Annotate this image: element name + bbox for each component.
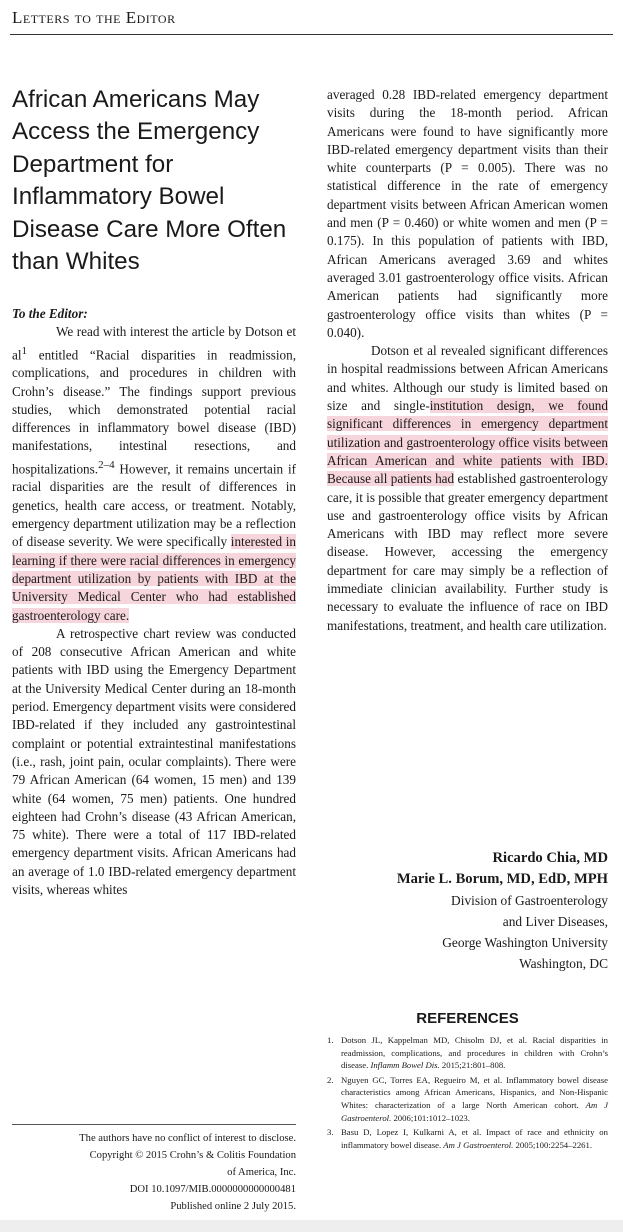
- body-paragraph: [327, 342, 608, 635]
- title-line: African Americans May: [12, 86, 260, 113]
- reference-item: [327, 1034, 608, 1072]
- title-line: Disease Care More Often: [12, 215, 287, 243]
- reference-journal: Am J Gastroenterol.: [443, 1139, 514, 1150]
- reference-journal: Inflamm Bowel Dis.: [370, 1060, 440, 1071]
- reference-number: 3.: [327, 1127, 334, 1138]
- reference-journal: Am J Gastroenterol.: [341, 1099, 609, 1123]
- doi-line: DOI 10.1097/MIB.0000000000000481: [129, 1184, 296, 1195]
- header-divider: [10, 34, 613, 35]
- reference-text: [341, 1126, 608, 1151]
- copyright-line: Copyright © 2015 Crohn’s & Colitis Foundation: [89, 1150, 296, 1161]
- reference-body: Dotson JL, Kappelman MD, Chisolm DJ, et al. Racial disparities in readmission, complications, and procedures in children with Crohn’s disease.: [341, 1035, 608, 1071]
- title-line: Access the Emergency: [12, 118, 260, 146]
- highlighted-text: institution design, we found significant differences in emergency department utilization and gastroenterology office visits between African American and white patients with IBD. Because all patients had: [327, 398, 608, 487]
- reference-number: 2.: [327, 1074, 334, 1085]
- references-title: REFERENCES: [416, 1010, 519, 1027]
- right-column: [327, 86, 608, 635]
- highlighted-text: interested in learning if there were racial differences in emergency department utilization by patients with IBD at the University Medical Center who had established gastroenterology care.: [12, 534, 296, 623]
- paragraph-text: We read with interest the article by Dotson et al: [12, 324, 296, 362]
- author-block: [327, 848, 608, 974]
- published-date: Published online 2 July 2015.: [170, 1201, 296, 1212]
- reference-item: [327, 1074, 608, 1124]
- copyright-line: of America, Inc.: [227, 1167, 296, 1178]
- body-paragraph: [12, 323, 296, 625]
- body-paragraph: averaged 0.28 IBD-related emergency department visits during the 18-month period. African Americans were found to have significantly more IBD-related emergency department visits than their white counterparts (P = 0.005). There was no statistical difference in the rate of emergency department visits between African American women and men (P = 0.460) or white women and men (P = 0.175). In this population of patients with IBD, African Americans averaged 3.69 and whites averaged 3.01 gastroenterology office visits. African American patients had significantly more gastroenterology office visits than whites (P = 0.040).: [327, 87, 608, 340]
- reference-tail: 2015;21:801–808.: [439, 1060, 506, 1071]
- affiliation-line: and Liver Diseases,: [502, 914, 608, 929]
- reference-body: Basu D, Lopez I, Kulkarni A, et al. Impact of race and ethnicity on inflammatory bowel disease.: [341, 1127, 608, 1150]
- reference-number: 1.: [327, 1035, 334, 1045]
- section-header: Letters to the Editor: [12, 8, 176, 27]
- left-column: [12, 305, 296, 899]
- salutation: To the Editor:: [12, 306, 88, 321]
- title-line: Department for: [12, 150, 174, 178]
- reference-tail: 2005;100:2254–2261.: [513, 1139, 593, 1150]
- paragraph-text: established gastroenterology care, it is possible that greater emergency department use and gastroenterology office visits by African Americans with IBD may reflect more severe disease. However, accessing the emergency department for care may simply be a reflection of immediate clinician availability. Further study is necessary to evaluate the influence of race on IBD manifestations, treatment, and health care utilization.: [327, 471, 608, 633]
- paragraph-text: entitled “Racial disparities in readmission, complications, and procedures in children with Crohn’s disease.” The findings support previous studies, which demonstrated potential racial differences in inflammatory bowel disease (IBD) manifestations, intestinal resections, and hospitalizations.: [12, 346, 296, 477]
- paragraph-text: However, it remains uncertain if racial disparities are the result of differences in genetics, health care access, or treatment. Notably, emergency department utilization may be a reflection of disease severity. We were specifically: [12, 461, 296, 550]
- affiliation-line: Washington, DC: [519, 956, 608, 971]
- footnote-divider: [12, 1124, 296, 1125]
- references-list: [327, 1034, 608, 1153]
- author-name: Marie L. Borum, MD, EdD, MPH: [396, 871, 608, 887]
- footnote: [12, 1130, 296, 1215]
- reference-body: Nguyen GC, Torres EA, Regueiro M, et al. Inflammatory bowel disease characteristics among African Americans, Hispanics, and Non-Hispanic Whites: characterization of a large North American cohort.: [341, 1074, 608, 1110]
- reference-tail: 2006;101:1012–1023.: [391, 1112, 470, 1123]
- body-paragraph: A retrospective chart review was conducted of 208 consecutive African American and white patients with IBD using the Emergency Department at the University Medical Center during an 18-month period. Emergency department visits were considered IBD-related if they included any gastrointestinal complaint or potential extraintestinal manifestations (i.e., rash, joint pain, ocular complaints). There were 79 African American (64 women, 15 men) and 139 white (64 women, 75 men) patients. One hundred eighteen had Crohn’s disease (43 African American, 75 white). There were a total of 117 IBD-related emergency department visits. African Americans had an average of 1.0 IBD-related emergency department visits, whereas whites: [12, 625, 296, 897]
- citation-superscript: 1: [21, 344, 28, 357]
- reference-text: [341, 1034, 608, 1072]
- paragraph-text: Dotson et al revealed significant differences in hospital readmissions between African Americans and whites. Although our study is limited based on size and single-: [327, 343, 608, 414]
- article-title: [12, 84, 302, 278]
- affiliation-line: George Washington University: [442, 935, 608, 950]
- reference-item: [327, 1126, 608, 1151]
- citation-superscript: 2–4: [98, 458, 115, 471]
- affiliation-line: Division of Gastroenterology: [451, 893, 608, 908]
- title-line: than Whites: [12, 248, 140, 276]
- conflict-statement: The authors have no conflict of interest to disclose.: [79, 1133, 296, 1144]
- reference-text: [341, 1074, 608, 1124]
- author-name: Ricardo Chia, MD: [492, 850, 608, 866]
- page-bottom-edge: [0, 1220, 623, 1232]
- title-line: Inflammatory Bowel: [12, 183, 225, 211]
